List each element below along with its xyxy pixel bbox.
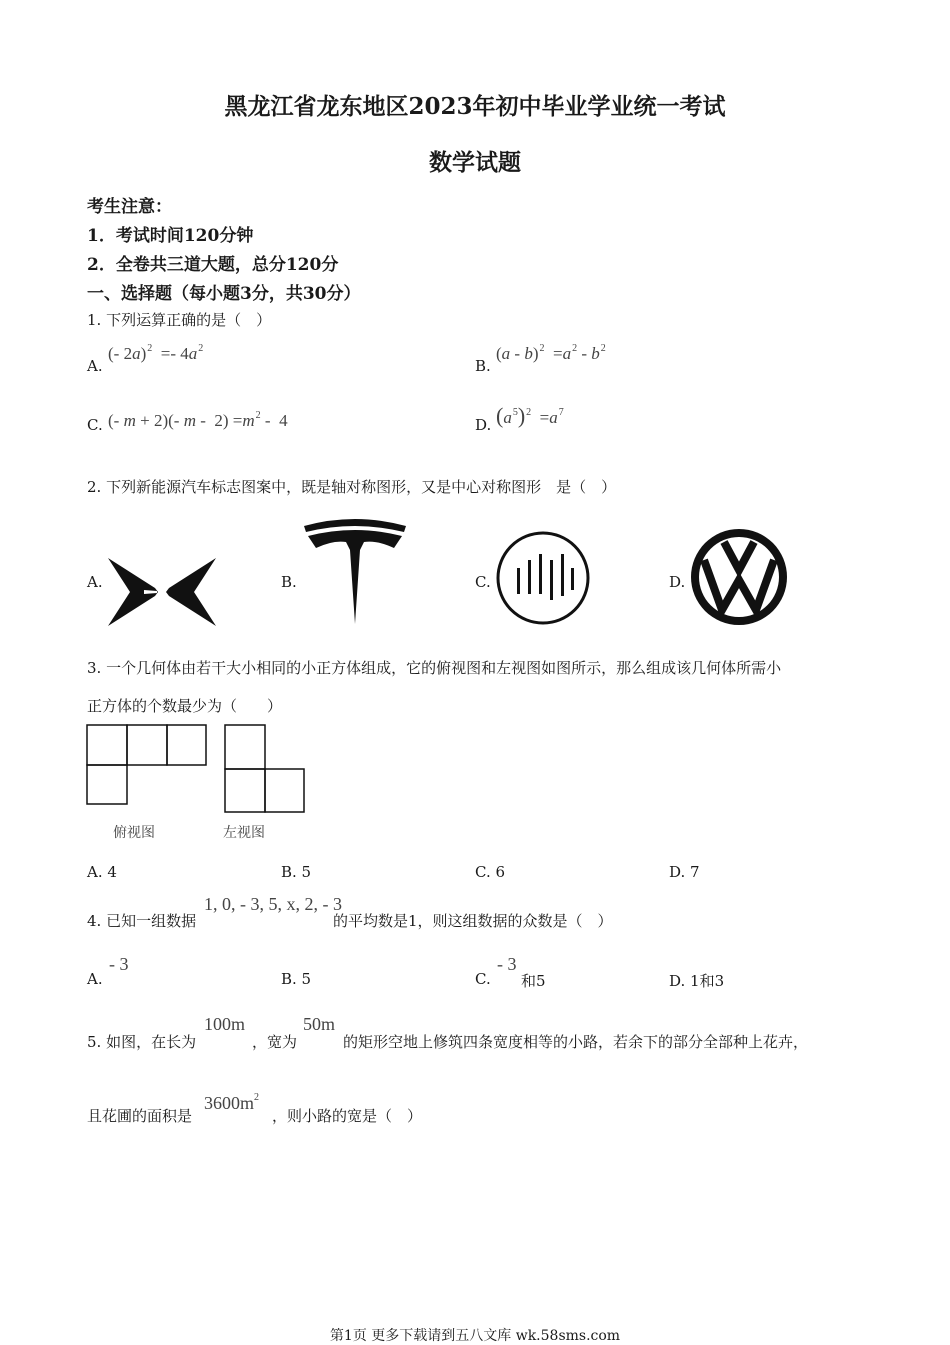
q5-length: 100m [204, 1014, 246, 1034]
exam-subtitle: 数学试题 [429, 149, 521, 176]
q5-text-part5: ，则小路的宽是（ ） [272, 1107, 423, 1125]
xpeng-logo-icon [106, 558, 218, 626]
q2-label-b: B. [281, 573, 297, 591]
q3-option-b: B. 5 [281, 863, 312, 881]
q4-label-c: C. [475, 970, 491, 988]
q4-stem-suffix: 的平均数是1，则这组数据的众数是（ ） [333, 912, 613, 930]
q4-option-b: B. 5 [281, 970, 312, 988]
q1-formula-d: $(a^5)^2 =a^7$ [496, 403, 564, 428]
q5-width: 50m [303, 1014, 336, 1034]
q4-option-c-value: - 3 [497, 954, 517, 974]
q5-text-part1: 5. 如图，在长为 [87, 1033, 197, 1051]
q1-label-a: A. [87, 357, 103, 375]
q1-formula-b: $(a - b)^2 =a^2 - b^2$ [496, 343, 606, 363]
q3-option-a: A. 4 [87, 863, 117, 881]
nio-bars-logo-icon [495, 530, 591, 626]
volkswagen-logo-icon [690, 528, 788, 626]
q5-area: $3600m^2$ [204, 1092, 260, 1113]
q2-stem: 2. 下列新能源汽车标志图案中，既是轴对称图形，又是中心对称图形 是（ ） [87, 478, 617, 496]
left-view-caption: 左视图 [223, 825, 265, 841]
notice-item-score: 2．全卷共三道大题，总分120分 [87, 255, 339, 275]
q3-option-c: C. 6 [475, 863, 506, 881]
top-view-figure [86, 724, 208, 806]
q5-text-part3: 的矩形空地上修筑四条宽度相等的小路，若余下的部分全部种上花卉， [343, 1033, 809, 1051]
exam-title: 黑龙江省龙东地区2023年初中毕业学业统一考试 [224, 93, 726, 120]
notice-item-time: 1．考试时间120分钟 [87, 226, 254, 246]
q1-formula-c: (- m + 2)(- $m - 2) =m^2 - 4$ [108, 410, 288, 430]
q3-stem-line2: 正方体的个数最少为（ ） [87, 697, 283, 715]
page-footer: 第1页 更多下载请到五八文库 wk.58sms.com [329, 1328, 621, 1344]
q1-stem: 1. 下列运算正确的是（ ） [87, 311, 272, 329]
notice-heading: 考生注意： [87, 197, 172, 217]
q2-label-c: C. [475, 573, 491, 591]
section-heading: 一、选择题（每小题3分，共30分） [87, 284, 361, 304]
q4-label-a: A. [87, 970, 103, 988]
q2-label-a: A. [87, 573, 103, 591]
q4-option-a-value: - 3 [109, 954, 129, 974]
q5-text-part2: ，宽为 [252, 1033, 298, 1051]
q1-label-c: C. [87, 416, 103, 434]
tesla-logo-icon [302, 518, 408, 626]
q3-option-d: D. 7 [669, 863, 700, 881]
q4-stem-prefix: 4. 已知一组数据 [87, 912, 197, 930]
left-view-figure [224, 724, 306, 814]
q4-data-set: 1, 0, - 3, 5, x, 2, - 3 [204, 894, 342, 914]
q1-formula-a: (- $2a)^2 =- 4a^2$ [108, 343, 204, 363]
q5-text-part4: 且花圃的面积是 [87, 1107, 193, 1125]
q4-option-c-suffix: 和5 [521, 972, 546, 990]
q1-label-d: D. [475, 416, 492, 434]
q2-label-d: D. [669, 573, 686, 591]
q3-stem-line1: 3. 一个几何体由若干大小相同的小正方体组成，它的俯视图和左视图如图所示，那么组成该几何体所需小 [87, 659, 782, 677]
q1-label-b: B. [475, 357, 491, 375]
top-view-caption: 俯视图 [113, 825, 155, 841]
q4-option-d: D. 1和3 [669, 972, 725, 990]
